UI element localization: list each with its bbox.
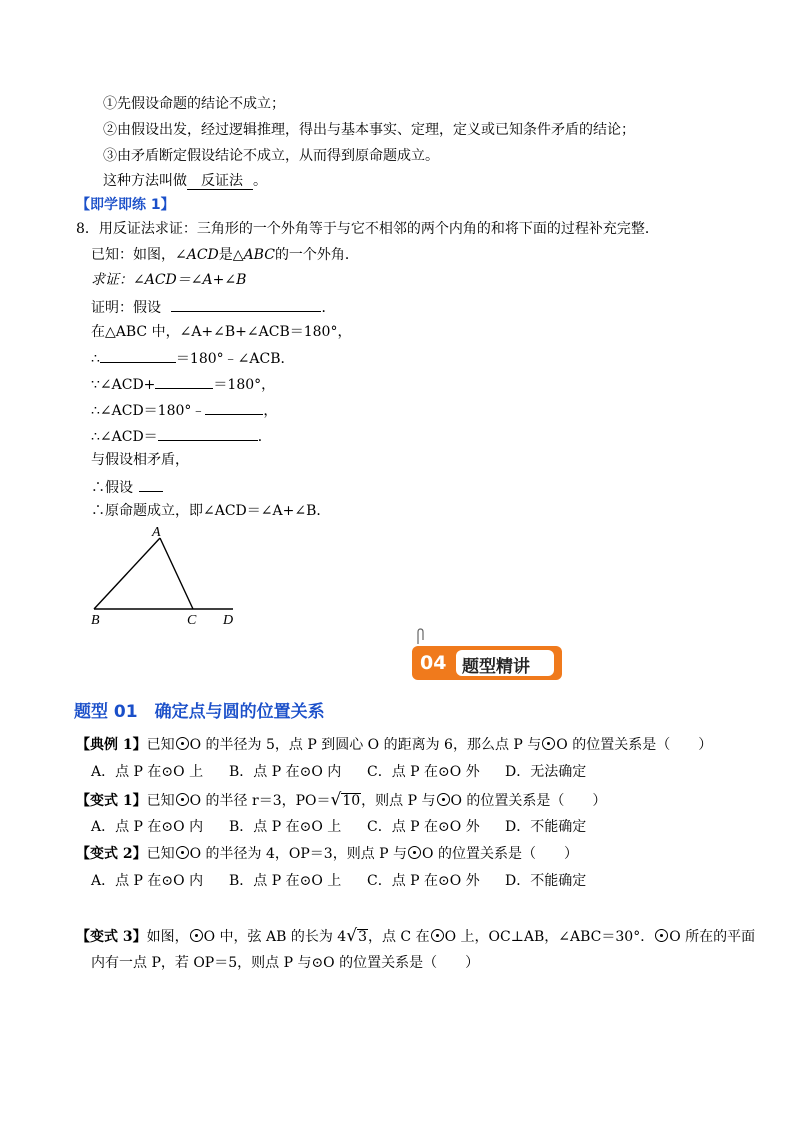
- step-2: ②由假设出发，经过逻辑推理，得出与基本事实、定理，定义或已知条件矛盾的结论；: [103, 122, 635, 138]
- circle-dot-icon: [542, 737, 555, 750]
- step-1: ①先假设命题的结论不成立；: [103, 96, 285, 112]
- line5-post: ．: [257, 429, 272, 445]
- problem-text: 用反证法求证：三角形的一个外角等于与它不相邻的两个内角的和将下面的过程补充完整．: [98, 221, 659, 237]
- blank-1[interactable]: [171, 296, 321, 312]
- sqrt-radicand: 10: [342, 793, 361, 809]
- line2-pre: ∴: [91, 351, 100, 367]
- variant-1-options: [91, 817, 586, 837]
- v3-text-c: ，点 C 在: [367, 929, 430, 945]
- method-prefix: 这种方法叫做: [103, 173, 187, 189]
- line2-post: ＝180°﹣∠ACB．: [175, 351, 295, 367]
- proof-start: 证明：假设 ．: [91, 296, 335, 318]
- example-1-question: [76, 735, 712, 755]
- proof-line-5: [91, 425, 272, 447]
- line7-text: ∴假设: [91, 480, 133, 496]
- label-a: A: [152, 525, 161, 540]
- example-1-tag: 【典例 1】: [76, 737, 147, 753]
- variant-1-tag: 【变式 1】: [76, 793, 147, 809]
- practice-heading: 【即学即练 1】: [76, 197, 175, 213]
- option-d[interactable]: D．不能确定: [505, 873, 587, 889]
- problem-number: 8．: [76, 221, 99, 237]
- v2-text-c: O 的位置关系是（ ）: [422, 846, 578, 862]
- known-text-b: ACD: [186, 247, 219, 263]
- step-3: ③由矛盾断定假设结论不成立，从而得到原命题成立。: [103, 148, 439, 164]
- label-c: C: [187, 613, 197, 628]
- method-suffix: 。: [253, 173, 267, 189]
- sqrt-radicand: 3: [358, 929, 367, 945]
- known-text-e: 的一个外角．: [274, 247, 359, 263]
- proof-line-8: ∴原命题成立，即∠ACD＝∠A+∠B．: [91, 503, 331, 519]
- example-1-options: [91, 762, 586, 782]
- v1-text-c: ，则点 P 与: [361, 793, 436, 809]
- v2-text-a: 已知: [146, 846, 175, 862]
- line3-pre: ∵∠ACD+: [91, 377, 156, 393]
- proof-line-7: [91, 476, 163, 498]
- problem-8-statement: [76, 219, 659, 239]
- proof-line-4: [91, 399, 277, 421]
- option-a[interactable]: A．点 P 在⊙O 内: [91, 819, 204, 835]
- proof-line-6: 与假设相矛盾，: [91, 452, 189, 468]
- blank-5[interactable]: [158, 425, 258, 441]
- triangle-figure: [80, 520, 250, 630]
- circle-dot-icon: [655, 929, 668, 942]
- line4-post: ，: [263, 403, 278, 419]
- circle-dot-icon: [408, 846, 421, 859]
- circle-dot-icon: [437, 793, 450, 806]
- proof-line-3: [91, 373, 275, 395]
- side-ab: [94, 538, 160, 609]
- prove-line: 求证：∠ACD＝∠A+∠B: [91, 272, 247, 288]
- circle-dot-icon: [176, 793, 189, 806]
- v1-text-b: O 的半径 r＝3，PO＝: [189, 793, 331, 809]
- v2-text-b: O 的半径为 4，OP＝3，则点 P 与: [189, 846, 408, 862]
- option-c[interactable]: C．点 P 在⊙O 外: [367, 873, 480, 889]
- clip-icon: [412, 628, 424, 646]
- variant-1-question: [76, 790, 606, 811]
- variant-3-line-2: 内有一点 P，若 OP＝5，则点 P 与⊙O 的位置关系是（ ）: [91, 955, 480, 971]
- option-d[interactable]: D．不能确定: [505, 819, 587, 835]
- label-b: B: [91, 613, 100, 628]
- blank-4[interactable]: [205, 399, 263, 415]
- proof-line-1: 在△ABC 中，∠A+∠B+∠ACB＝180°，: [91, 324, 352, 340]
- variant-2-tag: 【变式 2】: [76, 846, 147, 862]
- v3-text-e: O 所在的平面: [669, 929, 756, 945]
- circle-dot-icon: [431, 929, 444, 942]
- variant-2-question: [76, 844, 578, 864]
- option-b[interactable]: B．点 P 在⊙O 上: [229, 873, 342, 889]
- blank-2[interactable]: [100, 347, 176, 363]
- v3-text-d: O 上，OC⊥AB，∠ABC＝30°．: [444, 929, 655, 945]
- proof-start-text: 证明：假设: [91, 300, 161, 316]
- line3-post: ＝180°，: [213, 377, 276, 393]
- line4-pre: ∴∠ACD＝180°﹣: [91, 403, 206, 419]
- option-a[interactable]: A．点 P 在⊙O 上: [91, 764, 204, 780]
- circle-dot-icon: [190, 929, 203, 942]
- section-badge: [410, 640, 562, 682]
- proof-line-2: [91, 347, 294, 369]
- known-text-c: 是△: [218, 247, 244, 263]
- option-c[interactable]: C．点 P 在⊙O 外: [367, 764, 480, 780]
- blank-3[interactable]: [155, 373, 213, 389]
- option-c[interactable]: C．点 P 在⊙O 外: [367, 819, 480, 835]
- label-d: D: [223, 613, 234, 628]
- known-text-a: 已知：如图，∠: [91, 247, 187, 263]
- v1-text-a: 已知: [146, 793, 175, 809]
- e1-text-c: O 的位置关系是（ ）: [556, 737, 713, 753]
- v3-text-b: O 中，弦 AB 的长为 4: [203, 929, 347, 945]
- option-b[interactable]: B．点 P 在⊙O 内: [229, 764, 342, 780]
- v3-text-a: 如图，: [146, 929, 189, 945]
- circle-dot-icon: [176, 846, 189, 859]
- topic-heading: 题型 01 确定点与圆的位置关系: [74, 702, 325, 722]
- sqrt-icon: √: [346, 926, 358, 946]
- e1-text-a: 已知: [146, 737, 175, 753]
- variant-2-options: [91, 871, 586, 891]
- variant-3-tag: 【变式 3】: [76, 929, 147, 945]
- variant-3-question: [76, 926, 755, 947]
- method-answer: 反证法: [187, 173, 253, 190]
- known-text-d: ABC: [243, 247, 275, 263]
- circle-dot-icon: [176, 737, 189, 750]
- sqrt-icon: √: [330, 790, 342, 810]
- badge-title: 题型精讲: [462, 657, 530, 677]
- blank-6[interactable]: [139, 476, 163, 492]
- option-b[interactable]: B．点 P 在⊙O 上: [229, 819, 342, 835]
- badge-number: 04: [420, 652, 447, 674]
- option-a[interactable]: A．点 P 在⊙O 内: [91, 873, 204, 889]
- method-sentence: [103, 171, 267, 191]
- side-ac: [160, 538, 193, 609]
- option-d[interactable]: D．无法确定: [505, 764, 587, 780]
- known-line: [91, 245, 359, 265]
- v1-text-d: O 的位置关系是（ ）: [450, 793, 607, 809]
- line5-pre: ∴∠ACD＝: [91, 429, 158, 445]
- e1-text-b: O 的半径为 5，点 P 到圆心 O 的距离为 6，那么点 P 与: [189, 737, 542, 753]
